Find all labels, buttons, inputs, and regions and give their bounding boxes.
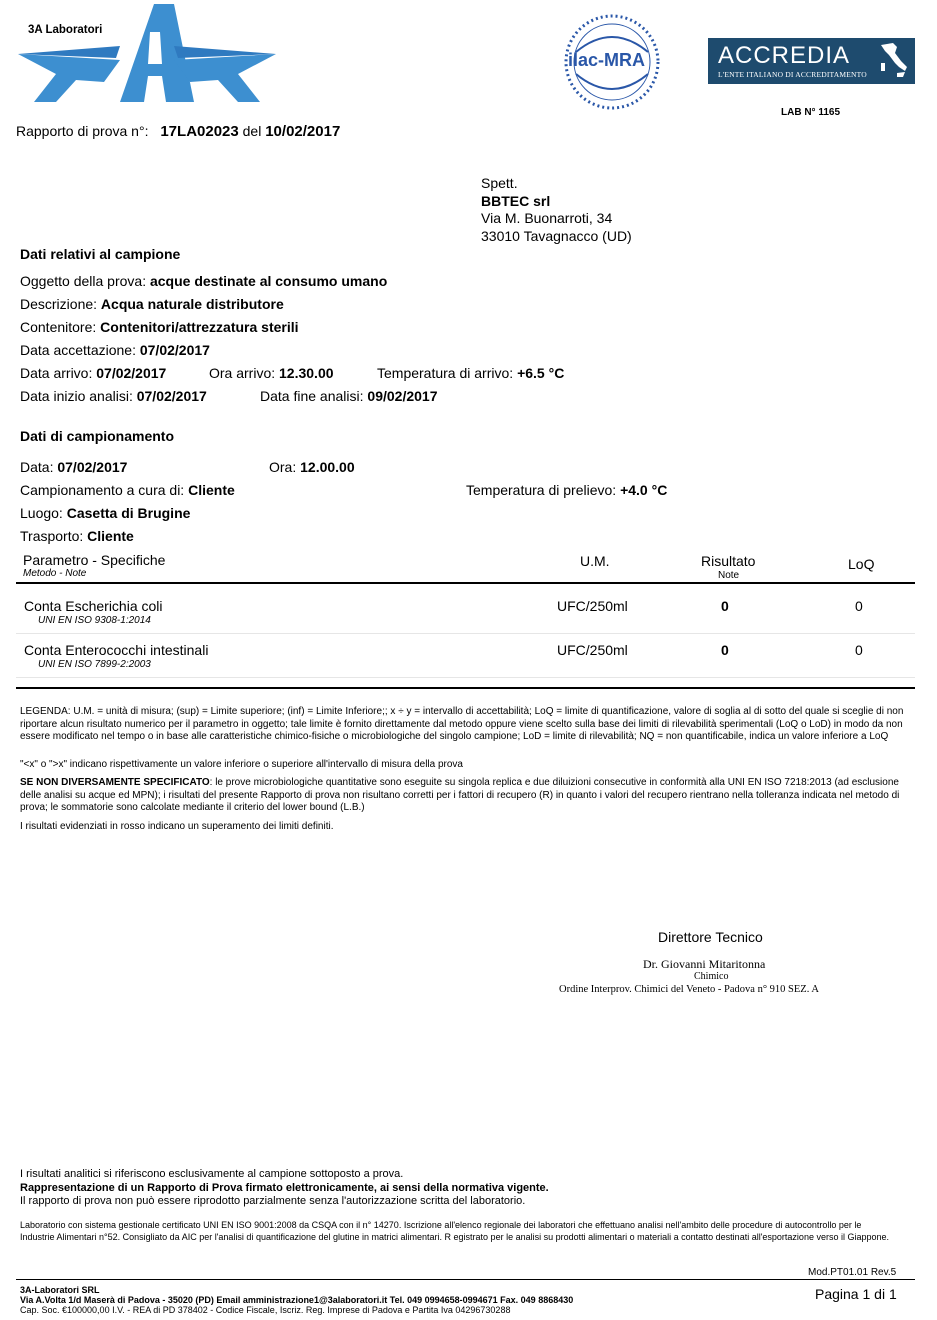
fine-value: 09/02/2017 — [367, 388, 438, 404]
sample-section-title: Dati relativi al campione — [20, 246, 181, 262]
sampling-ora-row — [269, 459, 355, 475]
recipient-salutation: Spett. — [481, 175, 518, 191]
form-code: Mod.PT01.01 Rev.5 — [808, 1267, 897, 1278]
sampling-cura-row — [20, 482, 235, 498]
legend-red-note: I risultati evidenziati in rosso indicano un superamento dei limiti definiti. — [20, 821, 334, 832]
sampling-data-label: Data: — [20, 459, 54, 475]
sampling-data-row — [20, 459, 127, 475]
sampling-ora-value: 12.00.00 — [300, 459, 355, 475]
header-parametro: Parametro - Specifiche — [23, 552, 166, 568]
row-loq: 0 — [855, 642, 863, 658]
row-metodo: UNI EN ISO 7899-2:2003 — [38, 659, 151, 670]
row-loq: 0 — [855, 598, 863, 614]
footer-certification: Laboratorio con sistema gestionale certificato UNI EN ISO 9001:2008 da CSQA con il n° 14270. Iscrizione all'elenco regionale dei laboratori che effettuano analisi nell'ambito delle procedure di autocontrollo per le Industrie Alimentari n°52. Consigliato da AIC per l'analisi di quantificazione del glutine in matrici alimentari. R egistrato per le analisi su prodotti alimentari o materiali a contatto destinati all'esportazione verso il Giappone. — [20, 1220, 889, 1242]
lab-number: LAB N° 1165 — [781, 107, 841, 118]
arrivo-value: 07/02/2017 — [96, 365, 167, 381]
report-title — [16, 123, 340, 140]
recipient-name: BBTEC srl — [481, 192, 551, 209]
report-number: 17LA02023 — [160, 123, 239, 140]
sampling-temp-row — [466, 482, 667, 498]
row-risultato: 0 — [721, 598, 729, 614]
page-number: Pagina 1 di 1 — [815, 1286, 897, 1302]
legend-specification-bold: SE NON DIVERSAMENTE SPECIFICATO — [20, 777, 210, 788]
contenitore-value: Contenitori/attrezzatura sterili — [100, 319, 299, 335]
oggetto-label: Oggetto della prova: — [20, 273, 147, 289]
descrizione-value: Acqua naturale distributore — [100, 296, 284, 312]
report-del: del — [242, 123, 262, 139]
accredia-subtitle: L'ENTE ITALIANO DI ACCREDITAMENTO — [718, 70, 867, 79]
logo-text: 3A Laboratori — [28, 24, 103, 36]
company-fiscal: Cap. Soc. €100000,00 I.V. - REA di PD 378402 - Codice Fiscale, Iscriz. Reg. Imprese di Padova e Partita Iva 04296730288 — [20, 1305, 511, 1315]
signature-role: Chimico — [694, 971, 729, 982]
report-date: 10/02/2017 — [265, 123, 341, 140]
recipient-address2: 33010 Tavagnacco (UD) — [481, 227, 632, 244]
sampling-luogo-row — [20, 505, 190, 521]
company-logo — [16, 2, 278, 106]
descrizione-label: Descrizione: — [20, 296, 98, 312]
row-risultato: 0 — [721, 642, 729, 658]
legend-range-note: "<x" o ">x" indicano rispettivamente un valore inferiore o superiore all'intervallo di misura della prova — [20, 759, 463, 770]
row-divider — [16, 677, 915, 678]
legend-paragraph: LEGENDA: U.M. = unità di misura; (sup) = Limite superiore; (inf) = Limite Inferiore;; x ÷ y = intervallo di accettabilità; LoQ = limite di quantificazione, valore di soglia al di sotto del quale si sceglie di non riportare alcun risultato numerico per il parametro in oggetto; tale limite è fornito direttamente dal metodo oppure viene scelto sulla base dei limiti di rilevabilità sperimentali (LoQ o LoD) in modo da non essere modificato nel tempo o in base alle caratteristiche chimico-fisiche o microbiologiche del singolo campione; LoD = limite di rilevabilità; NQ = non quantificabile, indica un valore inferiore a LoQ — [20, 706, 904, 743]
accredia-logo — [708, 38, 915, 84]
oggetto-row — [20, 273, 387, 289]
accettazione-row — [20, 342, 210, 358]
temp-arrivo-row — [377, 365, 564, 381]
recipient-address1: Via M. Buonarroti, 34 — [481, 210, 613, 226]
descrizione-row — [20, 296, 284, 312]
ora-arrivo-label: Ora arrivo: — [209, 365, 276, 381]
recipient-block — [481, 175, 632, 245]
legend-specification-text: : le prove microbiologiche quantitative sono eseguite su singola replica e due diluizioni consecutive in conformità alla UNI EN ISO 7218:2013 (ad esclusione delle analisi su acque ed MPN); i risultati del presente Rapporto di prova non risultano corretti per i fattori di recupero (R) in quanto i valori del recupero rientrano nella tolleranza indicata nel metodo di prova; le sommatorie sono calcolate mediante il criterio del lower bound (L.B.) — [20, 777, 900, 814]
italy-map-icon — [875, 41, 911, 81]
sampling-temp-label: Temperatura di prelievo: — [466, 482, 617, 498]
inizio-value: 07/02/2017 — [136, 388, 207, 404]
ilac-text: ilac-MRA — [568, 50, 646, 70]
company-name: 3A-Laboratori SRL — [20, 1285, 100, 1295]
row-um: UFC/250ml — [557, 642, 628, 658]
contenitore-label: Contenitore: — [20, 319, 97, 335]
sampling-trasporto-value: Cliente — [87, 528, 134, 544]
ora-arrivo-row — [209, 365, 334, 381]
fine-label: Data fine analisi: — [260, 388, 364, 404]
header-note: Note — [718, 570, 740, 581]
header-metodo: Metodo - Note — [23, 568, 87, 579]
company-info — [20, 1285, 573, 1315]
arrivo-row — [20, 365, 166, 381]
signature-order: Ordine Interprov. Chimici del Veneto - Padova n° 910 SEZ. A — [559, 984, 819, 995]
arrivo-label: Data arrivo: — [20, 365, 93, 381]
table-bottom-divider — [16, 687, 915, 689]
inizio-row — [20, 388, 207, 404]
contenitore-row — [20, 319, 299, 335]
inizio-label: Data inizio analisi: — [20, 388, 133, 404]
accettazione-label: Data accettazione: — [20, 342, 136, 358]
sampling-luogo-value: Casetta di Brugine — [66, 505, 191, 521]
sampling-trasporto-label: Trasporto: — [20, 528, 84, 544]
company-address: Via A.Volta 1/d Maserà di Padova - 35020 (PD) Email amministrazione1@3alaboratori.it Tel. 049 0994658-0994671 Fax. 049 8868430 — [20, 1295, 574, 1305]
header-loq: LoQ — [848, 556, 875, 572]
signature-title: Direttore Tecnico — [658, 929, 763, 945]
footer-notes — [20, 1168, 549, 1209]
sampling-data-value: 07/02/2017 — [57, 459, 128, 475]
row-metodo: UNI EN ISO 9308-1:2014 — [38, 615, 151, 626]
legend-specification — [20, 777, 915, 815]
sampling-cura-value: Cliente — [188, 482, 235, 498]
footer-divider — [16, 1279, 915, 1280]
table-header-divider — [16, 582, 915, 584]
sampling-cura-label: Campionamento a cura di: — [20, 482, 185, 498]
report-label: Rapporto di prova n°: — [16, 123, 149, 139]
footer-line1: I risultati analitici si riferiscono esclusivamente al campione sottoposto a prova. — [20, 1168, 404, 1180]
temp-arrivo-value: +6.5 °C — [517, 365, 565, 381]
row-divider — [16, 633, 915, 634]
footer-line3: Il rapporto di prova non può essere riprodotto parzialmente senza l'autorizzazione scritta del laboratorio. — [20, 1195, 526, 1207]
row-parametro: Conta Escherichia coli — [24, 598, 163, 614]
signature-name: Dr. Giovanni Mitaritonna — [643, 957, 766, 971]
footer-line2: Rappresentazione di un Rapporto di Prova firmato elettronicamente, ai sensi della normativa vigente. — [20, 1181, 549, 1194]
fine-row — [260, 388, 437, 404]
header-um: U.M. — [580, 553, 610, 569]
temp-arrivo-label: Temperatura di arrivo: — [377, 365, 514, 381]
sampling-luogo-label: Luogo: — [20, 505, 63, 521]
accredia-title: ACCREDIA — [718, 42, 851, 69]
row-parametro: Conta Enterococchi intestinali — [24, 642, 209, 658]
ilac-mra-logo — [562, 12, 662, 112]
accettazione-value: 07/02/2017 — [139, 342, 210, 358]
row-um: UFC/250ml — [557, 598, 628, 614]
sampling-trasporto-row — [20, 528, 134, 544]
oggetto-value: acque destinate al consumo umano — [149, 273, 388, 289]
sampling-temp-value: +4.0 °C — [620, 482, 668, 498]
ora-arrivo-value: 12.30.00 — [279, 365, 334, 381]
sampling-section-title: Dati di campionamento — [20, 428, 175, 444]
header-risultato: Risultato — [701, 553, 756, 569]
sampling-ora-label: Ora: — [269, 459, 297, 475]
